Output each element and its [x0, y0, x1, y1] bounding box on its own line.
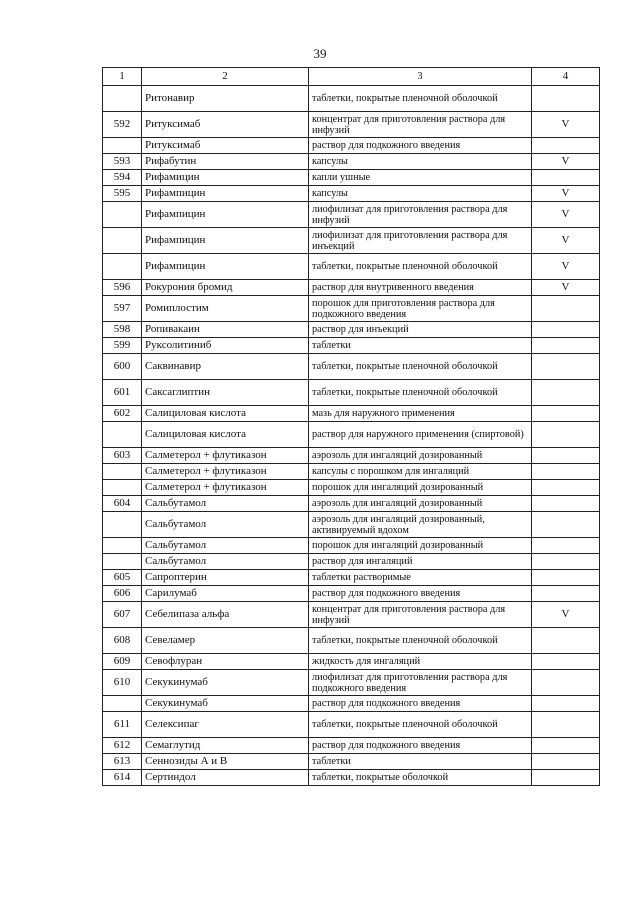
- row-number: 601: [103, 380, 142, 406]
- drug-name: Рифампицин: [142, 228, 309, 254]
- dosage-form: раствор для наружного применения (спиртовой): [309, 422, 532, 448]
- vital-mark: V: [532, 228, 600, 254]
- vital-mark: [532, 586, 600, 602]
- row-number: [103, 696, 142, 712]
- dosage-form: порошок для ингаляций дозированный: [309, 538, 532, 554]
- table-row: [103, 254, 600, 280]
- drug-name: Ритуксимаб: [142, 138, 309, 154]
- row-number: 611: [103, 712, 142, 738]
- dosage-form: жидкость для ингаляций: [309, 654, 532, 670]
- drug-name: Рифампицин: [142, 202, 309, 228]
- vital-mark: V: [532, 112, 600, 138]
- header-col-1: 1: [103, 68, 142, 86]
- row-number: [103, 86, 142, 112]
- row-number: [103, 512, 142, 538]
- dosage-form: раствор для подкожного введения: [309, 138, 532, 154]
- vital-mark: [532, 754, 600, 770]
- table-row: [103, 738, 600, 754]
- vital-mark: [532, 538, 600, 554]
- table-row: [103, 170, 600, 186]
- dosage-form: концентрат для приготовления раствора для инфузий: [309, 602, 532, 628]
- row-number: [103, 538, 142, 554]
- row-number: [103, 480, 142, 496]
- drug-name: Саквинавир: [142, 354, 309, 380]
- vital-mark: [532, 628, 600, 654]
- drug-name: Салметерол + флутиказон: [142, 448, 309, 464]
- row-number: 594: [103, 170, 142, 186]
- table-row: [103, 538, 600, 554]
- vital-mark: V: [532, 186, 600, 202]
- table-row: [103, 628, 600, 654]
- table-row: [103, 280, 600, 296]
- drug-name: Сальбутамол: [142, 496, 309, 512]
- dosage-form: раствор для ингаляций: [309, 554, 532, 570]
- vital-mark: V: [532, 254, 600, 280]
- dosage-form: лиофилизат для приготовления раствора для инъекций: [309, 228, 532, 254]
- vital-mark: [532, 138, 600, 154]
- dosage-form: таблетки, покрытые пленочной оболочкой: [309, 712, 532, 738]
- drug-name: Рифампицин: [142, 254, 309, 280]
- table-row: [103, 138, 600, 154]
- vital-mark: V: [532, 154, 600, 170]
- drug-name: Сальбутамол: [142, 538, 309, 554]
- table-row: [103, 422, 600, 448]
- vital-mark: [532, 86, 600, 112]
- row-number: 613: [103, 754, 142, 770]
- row-number: [103, 554, 142, 570]
- row-number: 612: [103, 738, 142, 754]
- table-row: [103, 480, 600, 496]
- vital-mark: [532, 712, 600, 738]
- table-row: [103, 754, 600, 770]
- table-row: [103, 696, 600, 712]
- row-number: 595: [103, 186, 142, 202]
- drug-name: Рокурония бромид: [142, 280, 309, 296]
- drug-name: Севофлуран: [142, 654, 309, 670]
- table-row: [103, 112, 600, 138]
- table-row: [103, 512, 600, 538]
- vital-mark: [532, 338, 600, 354]
- drug-name: Руксолитиниб: [142, 338, 309, 354]
- row-number: [103, 228, 142, 254]
- vital-mark: [532, 380, 600, 406]
- dosage-form: раствор для подкожного введения: [309, 586, 532, 602]
- drug-name: Сарилумаб: [142, 586, 309, 602]
- header-col-2: 2: [142, 68, 309, 86]
- dosage-form: аэрозоль для ингаляций дозированный, активируемый вдохом: [309, 512, 532, 538]
- table-row: [103, 380, 600, 406]
- vital-mark: [532, 738, 600, 754]
- table-row: [103, 770, 600, 786]
- vital-mark: [532, 354, 600, 380]
- page-number: 39: [313, 46, 327, 61]
- row-number: 609: [103, 654, 142, 670]
- drug-name: Рифабутин: [142, 154, 309, 170]
- table-row: [103, 354, 600, 380]
- vital-mark: [532, 406, 600, 422]
- dosage-form: капли ушные: [309, 170, 532, 186]
- vital-mark: [532, 170, 600, 186]
- row-number: 614: [103, 770, 142, 786]
- vital-mark: [532, 322, 600, 338]
- table-row: [103, 586, 600, 602]
- drug-name: Сальбутамол: [142, 554, 309, 570]
- table-body: [103, 86, 600, 786]
- drug-name: Сальбутамол: [142, 512, 309, 538]
- drug-name: Семаглутид: [142, 738, 309, 754]
- row-number: [103, 254, 142, 280]
- vital-mark: [532, 554, 600, 570]
- row-number: [103, 464, 142, 480]
- dosage-form: раствор для подкожного введения: [309, 738, 532, 754]
- row-number: 592: [103, 112, 142, 138]
- drug-name: Салметерол + флутиказон: [142, 480, 309, 496]
- dosage-form: капсулы с порошком для ингаляций: [309, 464, 532, 480]
- header-col-4: 4: [532, 68, 600, 86]
- table-row: [103, 448, 600, 464]
- dosage-form: таблетки: [309, 338, 532, 354]
- dosage-form: раствор для инъекций: [309, 322, 532, 338]
- dosage-form: капсулы: [309, 154, 532, 170]
- row-number: 607: [103, 602, 142, 628]
- dosage-form: раствор для подкожного введения: [309, 696, 532, 712]
- drug-name: Салициловая кислота: [142, 422, 309, 448]
- row-number: [103, 422, 142, 448]
- row-number: 600: [103, 354, 142, 380]
- table-row: [103, 602, 600, 628]
- drug-name: Сапроптерин: [142, 570, 309, 586]
- row-number: 599: [103, 338, 142, 354]
- dosage-form: порошок для ингаляций дозированный: [309, 480, 532, 496]
- table-row: [103, 228, 600, 254]
- table-row: [103, 570, 600, 586]
- table-row: [103, 202, 600, 228]
- table-row: [103, 654, 600, 670]
- drug-name: Секукинумаб: [142, 670, 309, 696]
- vital-mark: [532, 570, 600, 586]
- row-number: 604: [103, 496, 142, 512]
- vital-mark: [532, 696, 600, 712]
- dosage-form: лиофилизат для приготовления раствора для подкожного введения: [309, 670, 532, 696]
- row-number: [103, 138, 142, 154]
- dosage-form: таблетки, покрытые пленочной оболочкой: [309, 354, 532, 380]
- table-row: [103, 554, 600, 570]
- row-number: 597: [103, 296, 142, 322]
- vital-mark: [532, 296, 600, 322]
- row-number: 608: [103, 628, 142, 654]
- row-number: [103, 202, 142, 228]
- vital-mark: V: [532, 280, 600, 296]
- vital-mark: [532, 448, 600, 464]
- table-row: [103, 670, 600, 696]
- drug-name: Секукинумаб: [142, 696, 309, 712]
- drug-name: Салициловая кислота: [142, 406, 309, 422]
- table-row: [103, 322, 600, 338]
- row-number: 603: [103, 448, 142, 464]
- dosage-form: таблетки, покрытые пленочной оболочкой: [309, 254, 532, 280]
- table-row: [103, 406, 600, 422]
- drug-name: Ритуксимаб: [142, 112, 309, 138]
- table-row: [103, 86, 600, 112]
- table-row: [103, 496, 600, 512]
- table-row: [103, 154, 600, 170]
- row-number: 602: [103, 406, 142, 422]
- drug-name: Ропивакаин: [142, 322, 309, 338]
- vital-mark: V: [532, 202, 600, 228]
- vital-mark: [532, 480, 600, 496]
- drug-name: Селексипаг: [142, 712, 309, 738]
- vital-mark: [532, 770, 600, 786]
- table-row: [103, 712, 600, 738]
- dosage-form: аэрозоль для ингаляций дозированный: [309, 448, 532, 464]
- dosage-form: лиофилизат для приготовления раствора для инфузий: [309, 202, 532, 228]
- dosage-form: таблетки, покрытые пленочной оболочкой: [309, 628, 532, 654]
- dosage-form: таблетки растворимые: [309, 570, 532, 586]
- header-col-3: 3: [309, 68, 532, 86]
- drug-name: Сертиндол: [142, 770, 309, 786]
- drug-name: Саксаглиптин: [142, 380, 309, 406]
- row-number: 606: [103, 586, 142, 602]
- vital-mark: V: [532, 602, 600, 628]
- row-number: 593: [103, 154, 142, 170]
- drug-name: Ритонавир: [142, 86, 309, 112]
- dosage-form: аэрозоль для ингаляций дозированный: [309, 496, 532, 512]
- table-row: [103, 296, 600, 322]
- drug-name: Салметерол + флутиказон: [142, 464, 309, 480]
- dosage-form: капсулы: [309, 186, 532, 202]
- table-row: [103, 464, 600, 480]
- drug-name: Себелипаза альфа: [142, 602, 309, 628]
- dosage-form: порошок для приготовления раствора для подкожного введения: [309, 296, 532, 322]
- dosage-form: раствор для внутривенного введения: [309, 280, 532, 296]
- vital-mark: [532, 670, 600, 696]
- drug-name: Рифампицин: [142, 186, 309, 202]
- drug-name: Рифамицин: [142, 170, 309, 186]
- dosage-form: таблетки: [309, 754, 532, 770]
- dosage-form: таблетки, покрытые пленочной оболочкой: [309, 86, 532, 112]
- dosage-form: концентрат для приготовления раствора для инфузий: [309, 112, 532, 138]
- drug-name: Сеннозиды А и В: [142, 754, 309, 770]
- drug-name: Севеламер: [142, 628, 309, 654]
- table-header-row: [103, 68, 600, 86]
- row-number: 598: [103, 322, 142, 338]
- dosage-form: таблетки, покрытые пленочной оболочкой: [309, 380, 532, 406]
- row-number: 605: [103, 570, 142, 586]
- vital-mark: [532, 654, 600, 670]
- table-row: [103, 338, 600, 354]
- dosage-form: мазь для наружного применения: [309, 406, 532, 422]
- dosage-form: таблетки, покрытые оболочкой: [309, 770, 532, 786]
- vital-mark: [532, 464, 600, 480]
- drug-name: Ромиплостим: [142, 296, 309, 322]
- vital-mark: [532, 422, 600, 448]
- vital-mark: [532, 512, 600, 538]
- drug-table: [102, 67, 600, 786]
- row-number: 596: [103, 280, 142, 296]
- vital-mark: [532, 496, 600, 512]
- table-row: [103, 186, 600, 202]
- row-number: 610: [103, 670, 142, 696]
